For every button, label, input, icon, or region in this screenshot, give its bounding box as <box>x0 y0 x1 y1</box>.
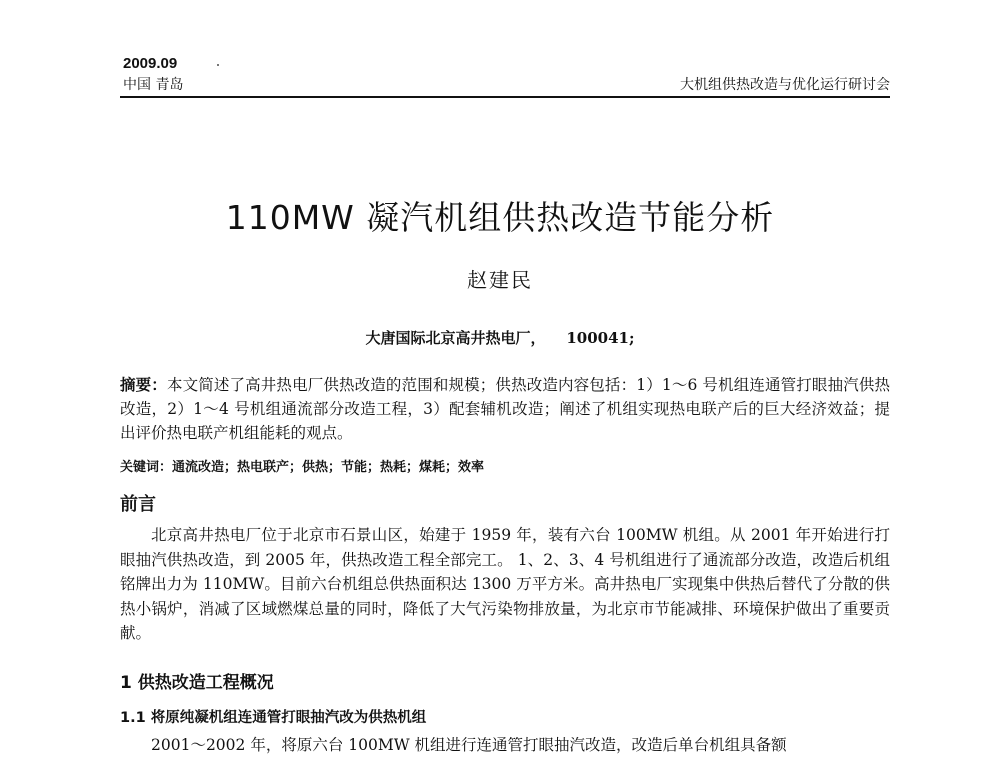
section-1-1-paragraph: 2001～2002 年，将原六台 100MW 机组进行连通管打眼抽汽改造，改造后单台机组具备额 <box>151 736 787 754</box>
section-1-heading: 1 供热改造工程概况 <box>120 673 274 693</box>
keywords <box>120 457 890 479</box>
preface-heading: 前言 <box>120 494 156 515</box>
header-conference-title: 大机组供热改造与优化运行研讨会 <box>680 77 890 93</box>
keywords-text: 通流改造；热电联产；供热；节能；热耗；煤耗；效率 <box>172 460 485 475</box>
abstract-label: 摘要： <box>120 376 167 394</box>
header-place: 中国 青岛 <box>123 77 184 93</box>
abstract <box>120 373 890 445</box>
paper-author: 赵建民 <box>467 268 533 292</box>
abstract-text: 本文简述了高井热电厂供热改造的范围和规模；供热改造内容包括：1）1～6 号机组连通管打眼抽汽供热改造，2）1～4 号机组通流部分改造工程，3）配套辅机改造；阐述了机组实现热电联产后的巨大经济效益；提出评价热电联产机组能耗的观点。 <box>120 376 890 442</box>
header-dot <box>217 64 219 66</box>
keywords-label: 关键词： <box>120 460 173 475</box>
paper-title: 110MW 凝汽机组供热改造节能分析 <box>225 198 775 237</box>
section-1-1-heading: 1.1 将原纯凝机组连通管打眼抽汽改为供热机组 <box>120 710 427 726</box>
header-rule <box>120 96 890 98</box>
header-date: 2009.09 <box>123 55 178 72</box>
paper-affiliation: 大唐国际北京高井热电厂， 100041; <box>365 329 635 347</box>
preface-paragraph: 北京高井热电厂位于北京市石景山区，始建于 1959 年，装有六台 100MW 机组。从 2001 年开始进行打眼抽汽供热改造，到 2005 年，供热改造工程全部完工。 1、2、3、4 号机组进行了通流部分改造，改造后机组铭牌出力为 110MW。目前六台机组总供热面积达 1300 万平方米。高井热电厂实现集中供热后替代了分散的供热小锅炉，消减了区域燃煤总量的同时，降低了大气污染物排放量，为北京市节能减排、环境保护做出了重要贡献。 <box>120 526 890 642</box>
